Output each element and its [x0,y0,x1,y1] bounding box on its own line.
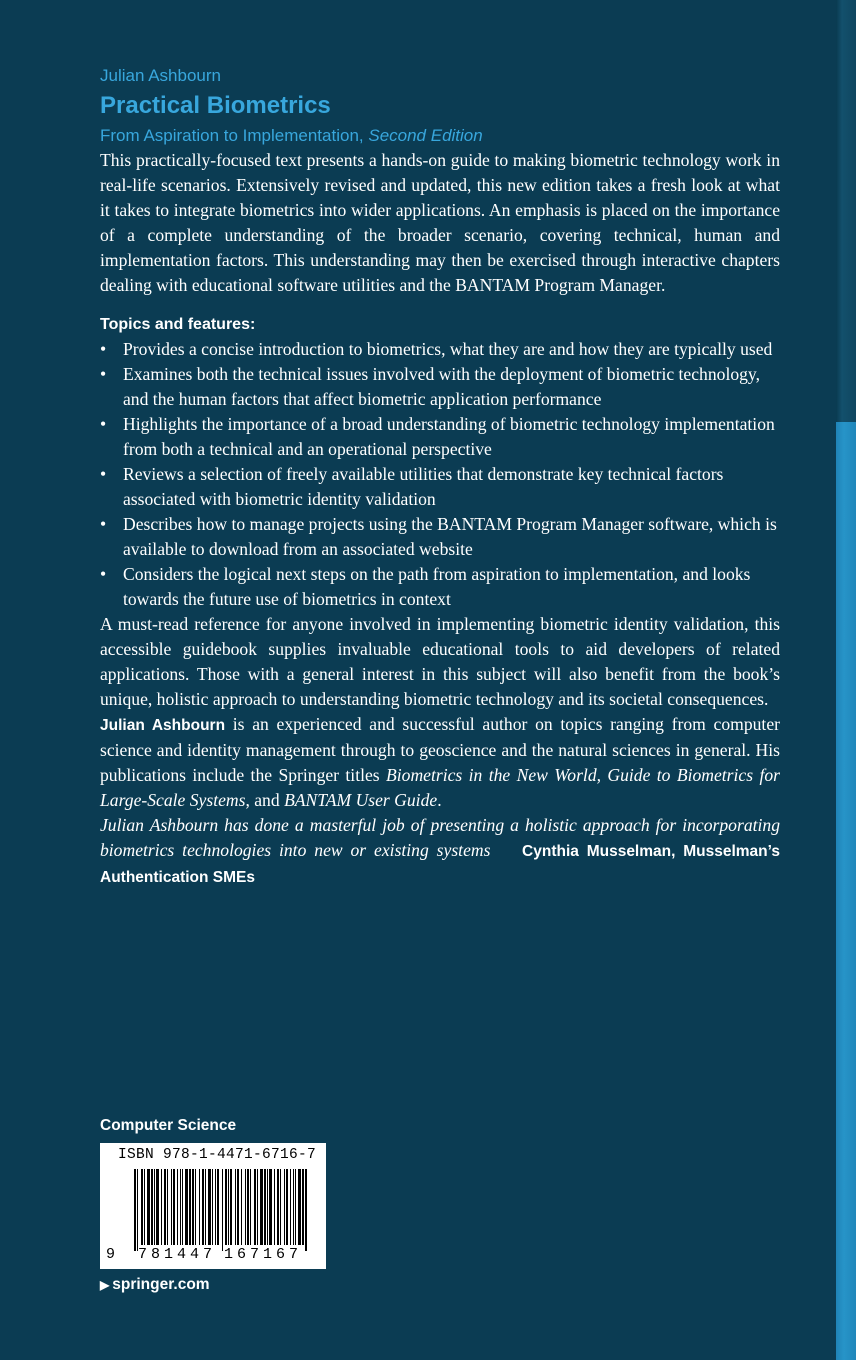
author-bio-text: is an experienced and successful author on topics ranging from computer science and identity management through to geoscience and the natural sciences in general. His publications include the Springer titles [100,714,780,785]
author-bio-titles: Biometrics in the New World, Guide to Biometrics for Large-Scale Systems [100,765,780,810]
author-name: Julian Ashbourn [100,66,221,85]
barcode-bar [217,1169,219,1245]
barcode-bar [208,1169,211,1245]
website-text: springer.com [112,1276,210,1293]
barcode-bar [305,1169,307,1251]
feature-item: • Highlights the importance of a broad understanding of biometric technology implementation from both a technical and an operational perspective [100,412,780,462]
feature-item: • Considers the logical next steps on the path from aspiration to implementation, and looks towards the future use of biometrics in context [100,562,780,612]
feature-item: • Reviews a selection of freely available utilities that demonstrate key technical factors associated with biometric identity validation [100,462,780,512]
reference-paragraph: A must-read reference for anyone involved in implementing biometric identity validation, this accessible guidebook supplies invaluable educational tools to aid developers of related applications. Those with a general interest in this subject will also benefit from the book’s unique, holistic approach to understanding biometric technology and its societal consequences. [100,614,780,709]
barcode-bar [167,1169,168,1245]
feature-item: • Examines both the technical issues involved with the deployment of biometric technology, and the human factors that affect biometric application performance [100,362,780,412]
barcode-bar [298,1169,301,1245]
barcode-bar [237,1169,239,1245]
barcode-bar [202,1169,204,1245]
barcode-bar [161,1169,162,1245]
author-bio-title-last: BANTAM User Guide [284,790,438,810]
arrow-right-icon: ▶ [100,1278,110,1292]
barcode-bar [199,1169,200,1245]
barcode-group-right: 167167 [224,1246,303,1263]
website-link[interactable] [100,1273,210,1297]
barcode-bar [293,1169,294,1245]
barcode-bar [180,1169,181,1245]
barcode-bar [192,1169,194,1245]
barcode-bar [171,1169,172,1245]
barcode-bar [269,1169,272,1245]
isbn-barcode [100,1143,326,1269]
barcode-bar [137,1169,138,1251]
barcode-bar [230,1169,232,1245]
barcode-bar [154,1169,155,1245]
barcode-bar [257,1169,258,1245]
barcode-bar [156,1169,159,1245]
barcode-bar [254,1169,256,1245]
barcode-bar [215,1169,216,1245]
barcode-digit-first: 9 [106,1246,116,1263]
book-title: Practical Biometrics [100,92,331,119]
barcode-bar [147,1169,150,1245]
quote-attribution: Cynthia Musselman, Musselman’s Authentication SMEs [100,843,780,886]
barcode-bar [247,1169,249,1245]
barcode-bar [295,1169,296,1245]
back-cover-content [100,64,780,890]
barcode-bar [212,1169,213,1245]
intro-paragraph: This practically-focused text presents a hands-on guide to making biometric technology work in real-life scenarios. Extensively revised and updated, this new edition takes a fresh look at what it takes to integrate biometrics into wider applications. An emphasis is placed on the importance of a complete understanding of the broader scenario, covering technical, human and implementation factors. This understanding may then be exercised through interactive chapters dealing with educational software utilities and the BANTAM Program Manager. [100,150,780,295]
review-quote [100,813,780,890]
barcode-bar [274,1169,275,1245]
topics-heading: Topics and features: [100,316,256,333]
barcode-bar [280,1169,281,1245]
barcode-bar [182,1169,183,1245]
subject-category: Computer Science [100,1117,237,1134]
barcode-bar [177,1169,178,1245]
barcode-bar [302,1169,304,1245]
barcode-bar [205,1169,206,1245]
barcode-bar [241,1169,242,1245]
barcode-bar [195,1169,196,1245]
author-bio-name: Julian Ashbourn [100,717,226,734]
barcode-bar [260,1169,263,1245]
barcode-bar [225,1169,227,1245]
subtitle-edition: Second Edition [368,126,483,145]
barcode-bar [267,1169,268,1245]
barcode-bar [185,1169,188,1245]
barcode-bar [250,1169,251,1245]
barcode-bar [277,1169,279,1245]
spine-accent-stripe [836,422,856,1360]
barcode-bar [151,1169,153,1245]
subtitle-main: From Aspiration to Implementation, [100,126,364,145]
barcode-bar [290,1169,291,1245]
barcode-bar [284,1169,285,1245]
author-bio [100,712,780,813]
quote-text: Julian Ashbourn has done a masterful job of presenting a holistic approach for incorporating biometrics technologies into new or existing systems [100,815,780,860]
barcode-bar [134,1169,136,1251]
barcode-bar [264,1169,266,1245]
barcode-bar [286,1169,288,1245]
feature-item: • Describes how to manage projects using the BANTAM Program Manager software, which is available to download from an associated website [100,512,780,562]
barcode-bar [164,1169,166,1245]
isbn-label: ISBN 978-1-4471-6716-7 [118,1147,317,1163]
barcode-group-left: 781447 [138,1246,217,1263]
author-bio-text-2: , and [245,790,285,810]
barcode-bar [141,1169,143,1245]
features-list [100,337,780,612]
barcode-bar [222,1169,223,1251]
barcode-bar [144,1169,145,1245]
barcode-bar [189,1169,191,1245]
barcode-bar [235,1169,236,1245]
feature-item: • Provides a concise introduction to biometrics, what they are and how they are typically used [100,337,780,362]
barcode-bar [173,1169,175,1245]
barcode-bar [245,1169,246,1245]
barcode-bar [228,1169,229,1245]
author-bio-end: . [437,790,442,810]
book-subtitle [100,124,780,148]
